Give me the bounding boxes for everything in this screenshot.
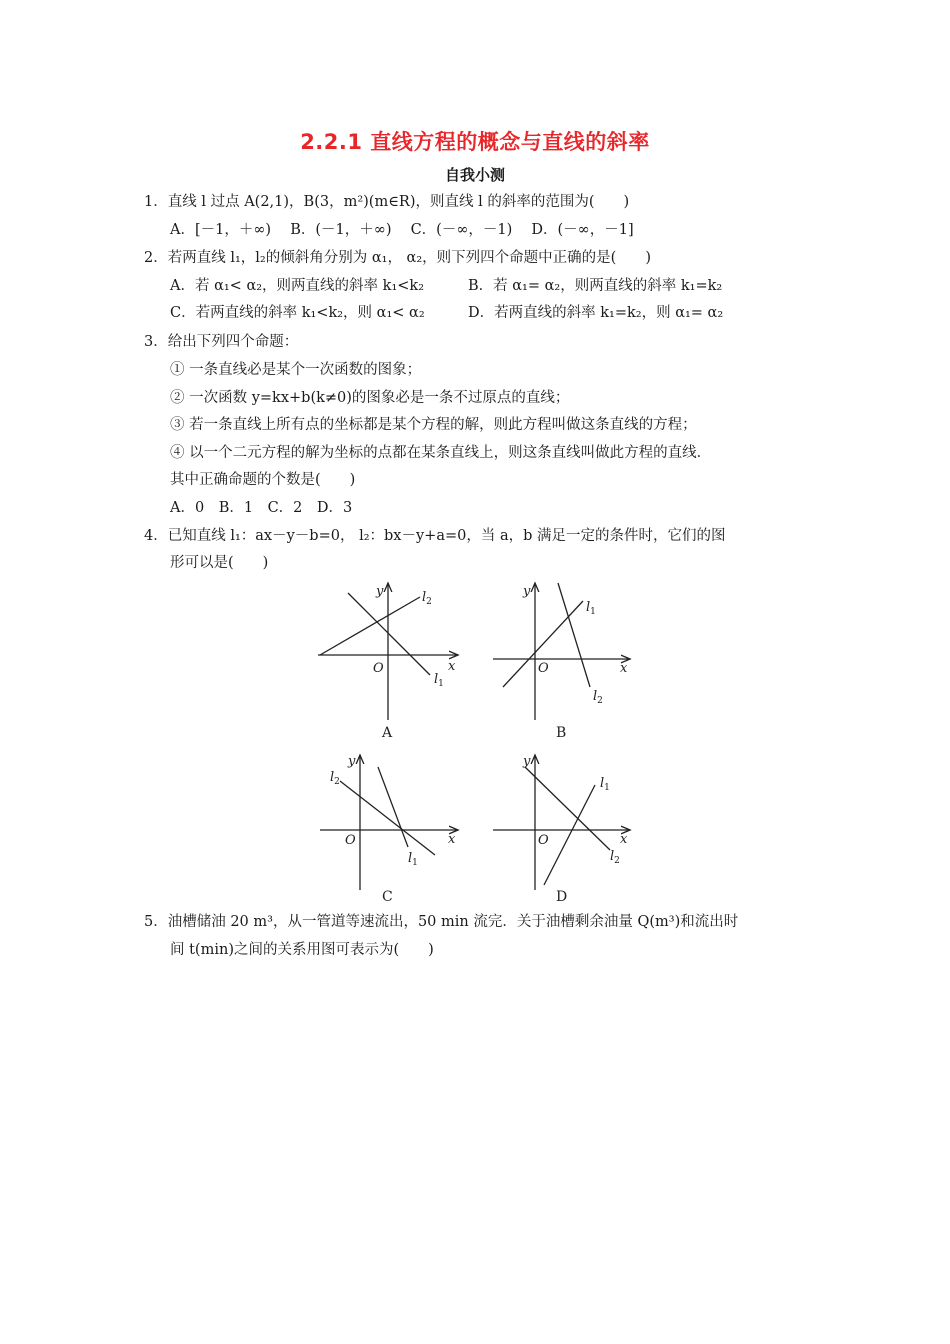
question-4-stem-line-1: 4．已知直线 l₁：ax－y－b=0， l₂：bx－y+a=0，当 a，b 满足一定的条件时，它们的图: [144, 528, 726, 544]
graph-d-x-label: x: [620, 832, 628, 847]
question-2-option-d: D．若两直线的斜率 k₁=k₂，则 α₁= α₂: [468, 305, 724, 321]
graph-b-x-label: x: [620, 661, 628, 676]
graph-b-l1-sub: 1: [590, 607, 596, 617]
svg-text:l1: [586, 600, 596, 617]
graph-d-y-label: y: [523, 754, 531, 769]
graph-c-l1-sub: 1: [412, 858, 418, 868]
graph-c-line-l1: [378, 767, 408, 847]
question-3-stem: 3．给出下列四个命题：: [144, 334, 299, 350]
graph-d-origin-label: O: [538, 833, 549, 848]
graph-c-y-label: y: [348, 754, 356, 769]
question-3-statement-3: ③ 若一条直线上所有点的坐标都是某个方程的解，则此方程叫做这条直线的方程；: [170, 417, 697, 433]
page-title: 2.2.1 直线方程的概念与直线的斜率: [300, 130, 650, 154]
graph-b-origin-label: O: [538, 661, 549, 676]
graph-d-line-l1: [544, 785, 595, 885]
question-2-stem: 2．若两直线 l₁，l₂的倾斜角分别为 α₁， α₂，则下列四个命题中正确的是( ): [144, 250, 651, 266]
graph-a-origin-label: O: [373, 661, 384, 676]
question-3-options: A．0 B．1 C．2 D．3: [170, 500, 353, 516]
question-3-statement-2: ② 一次函数 y=kx+b(k≠0)的图象必是一条不过原点的直线；: [170, 390, 570, 406]
question-4-stem-line-2: 形可以是( ): [170, 555, 269, 571]
question-2-option-a: A．若 α₁< α₂，则两直线的斜率 k₁<k₂: [170, 278, 425, 294]
graph-b-l1-label: l: [586, 600, 591, 615]
graph-b-caption: B: [556, 725, 567, 741]
question-5-stem-line-1: 5．油槽储油 20 m³，从一管道等速流出，50 min 流完．关于油槽剩余油量 Q(m³)和流出时: [144, 914, 739, 930]
graph-d-caption: D: [556, 889, 568, 905]
question-4-graphs: [300, 575, 650, 905]
question-3-statement-1: ① 一条直线必是某个一次函数的图象；: [170, 362, 422, 378]
graph-a-l2-sub: 2: [426, 597, 432, 607]
svg-text:l1: [408, 851, 418, 868]
graph-c-l2-label: l: [330, 770, 335, 785]
question-3-statement-4: ④ 以一个二元方程的解为坐标的点都在某条直线上，则这条直线叫做此方程的直线．: [170, 445, 712, 461]
graph-a-l1-sub: 1: [438, 679, 444, 689]
section-subtitle: 自我小测: [444, 166, 505, 184]
graph-d-l1-sub: 1: [604, 783, 610, 793]
question-5-stem-line-2: 间 t(min)之间的关系用图可表示为( ): [170, 942, 434, 958]
svg-text:l2: [330, 770, 340, 787]
svg-text:l1: [600, 776, 610, 793]
svg-text:l2: [593, 689, 603, 706]
svg-text:l2: [422, 590, 432, 607]
question-2-option-c: C．若两直线的斜率 k₁<k₂，则 α₁< α₂: [170, 305, 425, 321]
graph-b-line-l2: [558, 583, 590, 687]
question-3-ask: 其中正确命题的个数是( ): [170, 472, 356, 488]
graph-a-caption: A: [382, 725, 393, 741]
graph-c-l2-sub: 2: [334, 777, 340, 787]
question-1-options: A．[－1，＋∞) B．(－1，＋∞) C．(－∞，－1) D．(－∞，－1]: [170, 222, 634, 238]
question-1-stem: 1．直线 l 过点 A(2,1)，B(3，m²)(m∈R)，则直线 l 的斜率的范围为( ): [144, 194, 630, 210]
graph-c-x-label: x: [448, 832, 456, 847]
graph-a-y-label: y: [376, 584, 384, 599]
svg-text:l1: [434, 672, 444, 689]
graph-c-caption: C: [382, 889, 393, 905]
question-2-option-b: B．若 α₁= α₂，则两直线的斜率 k₁=k₂: [468, 278, 723, 294]
graph-a-line-l1: [348, 593, 430, 675]
graph-d-l2-label: l: [610, 849, 615, 864]
graph-b-l2-label: l: [593, 689, 598, 704]
graph-c-l1-label: l: [408, 851, 413, 866]
graph-d-l2-sub: 2: [614, 856, 620, 866]
graph-c-origin-label: O: [345, 833, 356, 848]
graph-a-line-l2: [320, 597, 420, 655]
graph-b-l2-sub: 2: [597, 696, 603, 706]
graph-a-l1-label: l: [434, 672, 439, 687]
graph-a-l2-label: l: [422, 590, 427, 605]
graph-b-y-label: y: [523, 584, 531, 599]
graph-a-x-label: x: [448, 659, 456, 674]
graph-d-l1-label: l: [600, 776, 605, 791]
svg-text:l2: [610, 849, 620, 866]
